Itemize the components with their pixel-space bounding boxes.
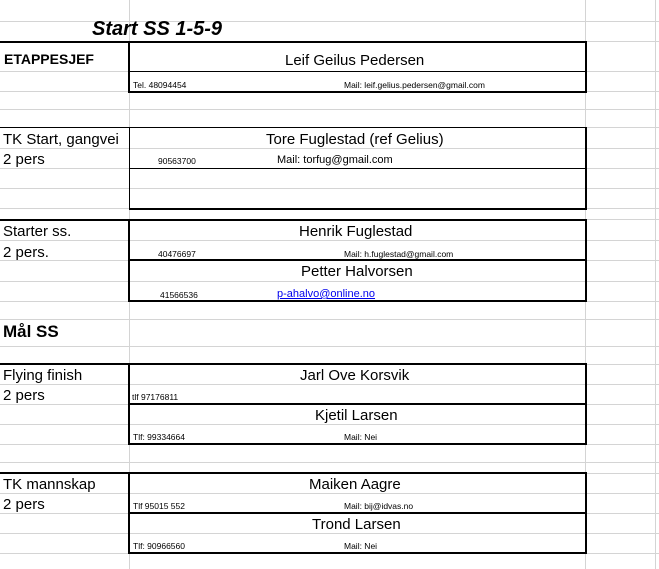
tk-mannskap-person-2-tel: Tlf: 90966560 [133, 541, 185, 551]
flying-finish-person-2-tel: Tlf: 99334664 [133, 432, 185, 442]
tk-mannskap-count: 2 pers [3, 496, 45, 513]
starter-person-1-name: Henrik Fuglestad [299, 223, 413, 240]
flying-finish-person-1-tel: tlf 97176811 [132, 392, 179, 402]
flying-finish-person-2-name: Kjetil Larsen [315, 407, 398, 424]
tk-start-name: Tore Fuglestad (ref Gelius) [266, 131, 444, 148]
starter-person-1-mail: Mail: h.fuglestad@gmail.com [344, 249, 454, 259]
starter-person-2-mail-link[interactable]: p-ahalvo@online.no [277, 288, 376, 300]
tk-mannskap-person-1-mail: Mail: bij@idvas.no [344, 501, 414, 511]
tk-start-mail: Mail: torfug@gmail.com [277, 154, 393, 166]
etappesjef-label: ETAPPESJEF [4, 51, 94, 67]
page-title: Start SS 1-5-9 [92, 18, 223, 40]
tk-mannskap-person-2-name: Trond Larsen [312, 516, 401, 533]
tk-start-tel: 90563700 [158, 156, 196, 166]
starter-count: 2 pers. [3, 244, 49, 261]
tk-mannskap-person-2-mail: Mail: Nei [344, 541, 378, 551]
flying-finish-person-1-name: Jarl Ove Korsvik [300, 367, 410, 384]
etappesjef-mail: Mail: leif.gelius.pedersen@gmail.com [344, 80, 485, 90]
tk-mannskap-label: TK mannskap [3, 476, 96, 493]
starter-person-1-tel: 40476697 [158, 249, 196, 259]
flying-finish-person-2-mail: Mail: Nei [344, 432, 378, 442]
mal-ss-heading: Mål SS [3, 322, 59, 341]
flying-finish-label: Flying finish [3, 367, 83, 384]
tk-start-label: TK Start, gangvei [3, 131, 119, 148]
flying-finish-count: 2 pers [3, 387, 45, 404]
starter-person-2-tel: 41566536 [160, 290, 198, 300]
starter-person-2-name: Petter Halvorsen [301, 263, 413, 280]
etappesjef-name: Leif Geilus Pedersen [285, 52, 425, 69]
tk-mannskap-person-1-name: Maiken Aagre [309, 476, 401, 493]
starter-label: Starter ss. [3, 223, 72, 240]
tk-mannskap-person-1-tel: Tlf 95015 552 [133, 501, 185, 511]
tk-start-count: 2 pers [3, 151, 45, 168]
etappesjef-tel: Tel. 48094454 [133, 80, 187, 90]
